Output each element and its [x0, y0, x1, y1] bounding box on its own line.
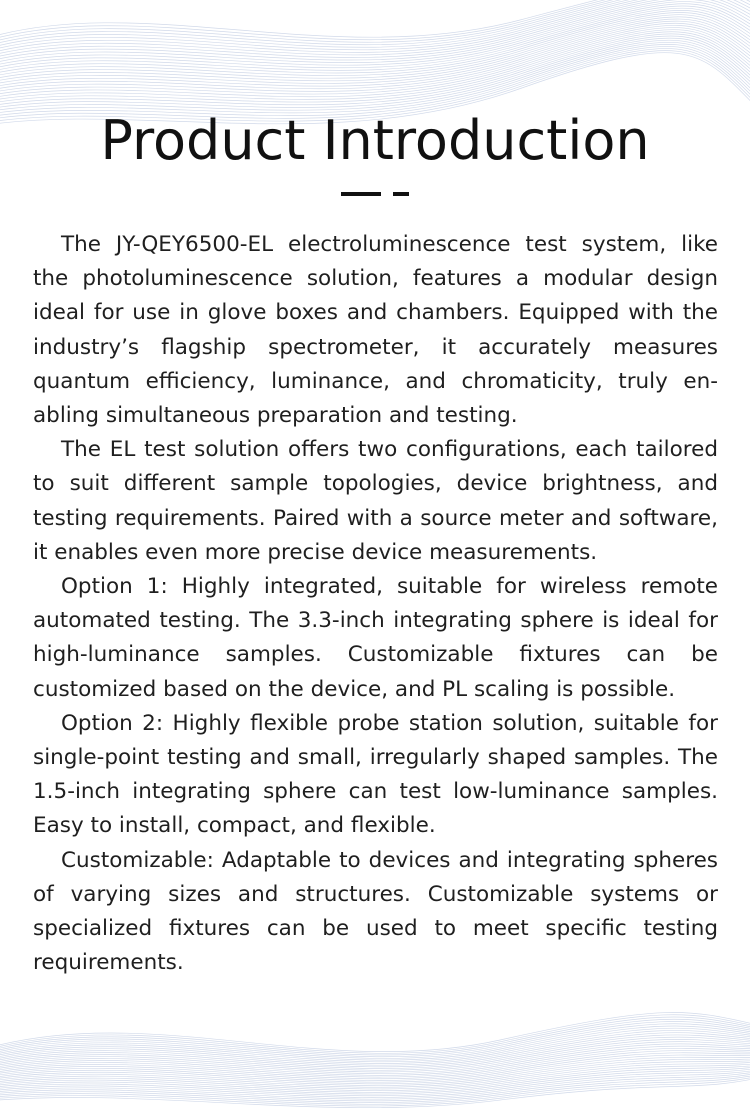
wave-line: [0, 23, 750, 89]
wave-line: [0, 1053, 750, 1082]
wave-line: [0, 0, 750, 45]
wave-line: [0, 4, 750, 66]
wave-line: [0, 1017, 750, 1055]
wave-line: [0, 0, 750, 58]
wave-line: [0, 10, 750, 73]
wave-line: [0, 8, 750, 71]
title-underline-decoration: [341, 192, 409, 196]
paragraph-customizable: Customizable: Adaptable to devices and integrating spheres of varying sizes and structures. Customizable systems or specialized fixtures can be used to meet specific testing requirements.: [33, 847, 718, 976]
wave-line: [0, 1068, 750, 1101]
wave-line: [0, 1073, 750, 1108]
wave-line: [0, 1021, 750, 1058]
wave-line: [0, 1042, 750, 1074]
wave-line: [0, 0, 750, 48]
wave-line: [0, 42, 750, 113]
wave-line: [0, 1051, 750, 1081]
wave-line: [0, 1044, 750, 1076]
wave-line: [0, 1033, 750, 1067]
wave-line: [0, 13, 750, 77]
wave-line: [0, 1024, 750, 1060]
wave-line: [0, 1066, 750, 1099]
wave-line: [0, 1035, 750, 1069]
wave-line: [0, 1028, 750, 1063]
wave-line: [0, 28, 750, 95]
wave-line: [0, 1055, 750, 1084]
wave-line: [0, 1063, 750, 1095]
wave-line: [0, 1069, 750, 1103]
wave-line: [0, 1061, 750, 1092]
wave-line: [0, 44, 750, 115]
wave-line: [0, 1046, 750, 1077]
wave-line: [0, 1060, 750, 1091]
wave-line: [0, 1059, 750, 1089]
underline-dash-short: [393, 192, 409, 196]
wave-line: [0, 6, 750, 69]
page-title: Product Introduction: [100, 109, 650, 172]
wave-line: [0, 1056, 750, 1086]
wave-line: [0, 1030, 750, 1065]
wave-line: [0, 40, 750, 110]
wave-line: [0, 36, 750, 105]
wave-line: [0, 1064, 750, 1096]
wave-line: [0, 1048, 750, 1078]
wave-line: [0, 34, 750, 103]
wave-line: [0, 1019, 750, 1057]
wave-line: [0, 0, 750, 53]
underline-dash-long: [341, 192, 381, 196]
wave-line: [0, 1065, 750, 1097]
wave-line: [0, 1026, 750, 1062]
wave-line: [0, 30, 750, 98]
wave-line: [0, 1037, 750, 1070]
wave-line: [0, 1070, 750, 1104]
wave-line: [0, 25, 750, 92]
wave-line: [0, 1072, 750, 1106]
wave-line: [0, 0, 750, 43]
paragraph-configurations: The EL test solution offers two configurations, each tailored to suit different sample topologies, device brightness, and testing requirements. Paired with a source meter and software, it enables even more precise device measurements.: [33, 437, 718, 565]
paragraph-intro: The JY-QEY6500-EL electroluminescence test system, like the photoluminescence solution, features a modular design ideal for use in glove boxes and chambers. Equipped with the industry’s flagship spectrometer, it accurately measures quantum efficiency, luminance, and chromaticity, truly enabling simultaneous preparation and testing.: [33, 232, 718, 429]
wave-line: [0, 0, 750, 50]
wave-line: [0, 21, 750, 87]
wave-line: [0, 15, 750, 79]
paragraph-option-2: Option 2: Highly flexible probe station solution, suitable for single-point testing and small, irregularly shaped samples. The 1.5-inch integrating sphere can test low-luminance samples. Easy to install, compact, and flexible.: [33, 710, 718, 839]
wave-line: [0, 17, 750, 82]
wave-line: [0, 1013, 750, 1052]
wave-line: [0, 0, 750, 40]
wave-line: [0, 32, 750, 100]
wave-line: [0, 1015, 750, 1054]
wave-line: [0, 2, 750, 64]
wave-line: [0, 0, 750, 61]
product-description: [33, 228, 718, 980]
wave-line: [0, 19, 750, 84]
wave-line: [0, 0, 750, 56]
paragraph-option-1: Option 1: Highly integrated, suitable for wireless remote automated testing. The 3.3-inch integrating sphere is ideal for high-luminance samples. Customizable fixtures can be customized based on the device, and PL scaling is possible.: [33, 574, 718, 702]
wave-line: [0, 38, 750, 108]
wave-line: [0, 1057, 750, 1087]
wave-line: [0, 1039, 750, 1072]
